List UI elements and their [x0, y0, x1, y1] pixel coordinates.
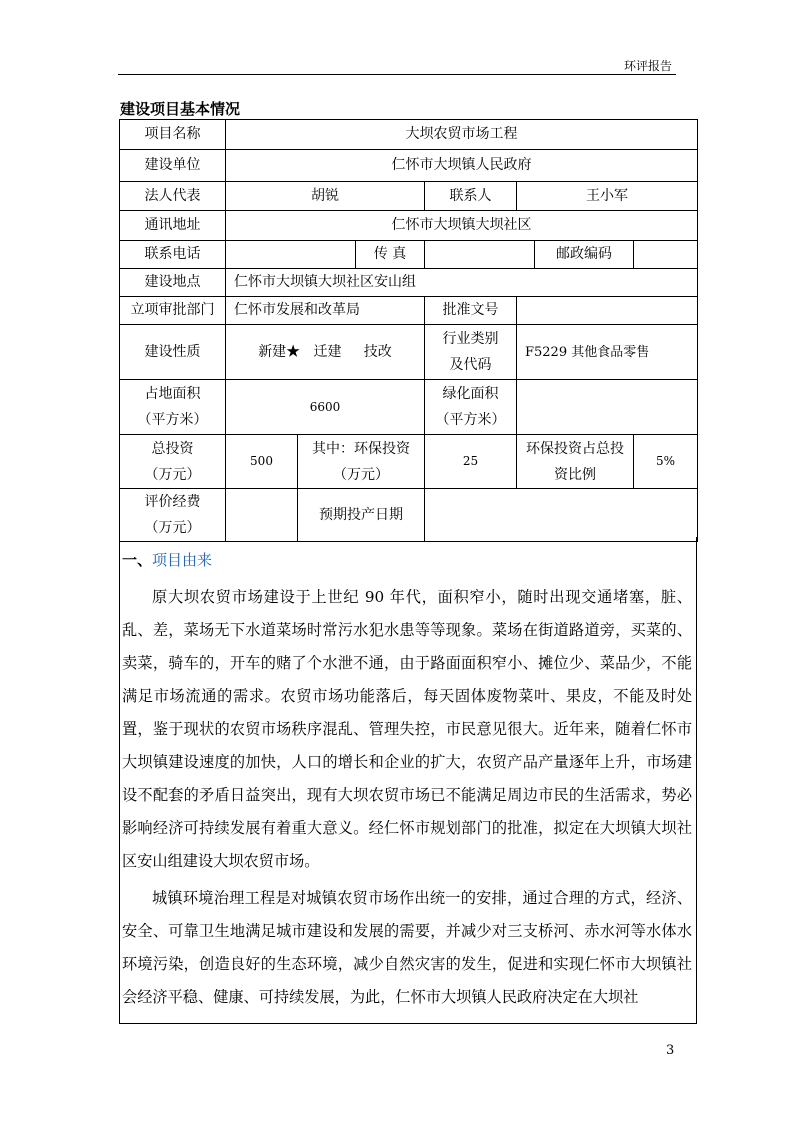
page-number: 3 [666, 1043, 675, 1058]
label-line: 资比例 [554, 466, 596, 483]
cell-value: 500 [226, 435, 298, 489]
cell-value: 仁怀市大坝镇大坝社区安山组 [226, 269, 698, 297]
cell-value [425, 489, 698, 542]
label-line: （万元） [144, 520, 201, 536]
label-line: 占地面积 [144, 386, 201, 402]
cell-value: F5229 其他食品零售 [517, 325, 698, 380]
header-label: 环评报告 [623, 59, 672, 73]
cell-label [425, 325, 517, 380]
label-line: （万元） [333, 466, 389, 483]
table-row [120, 211, 698, 241]
section-number: 一、 [122, 551, 153, 569]
table-row [120, 435, 698, 489]
cell-value: 仁怀市发展和改革局 [226, 297, 425, 325]
cell-value [226, 241, 356, 269]
table-row [120, 269, 698, 297]
cell-label [425, 380, 517, 435]
paragraph: 城镇环境治理工程是对城镇农贸市场作出统一的安排，通过合理的方式，经济、安全、可靠卫生地满足城市建设和发展的需要，并减少对三支桥河、赤水河等水体水环境污染，创造良好的生态环境，减少自然灾害的发生，促进和实现仁怀市大坝镇社会经济平稳、健康、可持续发展，为此，仁怀市大坝镇人民政府决定在大坝社 [122, 889, 692, 1006]
cell-label [120, 489, 226, 542]
paragraph: 原大坝农贸市场建设于上世纪 90 年代，面积窄小，随时出现交通堵塞，脏、乱、差，菜场无下水道菜场时常污水犯水患等等现象。菜场在街道路道旁，买菜的、卖菜，骑车的，开车的赌了个水泄不通，由于路面面积窄小、摊位少、菜品少，不能满足市场流通的需求。农贸市场功能落后，每天固体废物菜叶、果皮，不能及时处置，鉴于现状的农贸市场秩序混乱、管理失控，市民意见很大。近年来，随着仁怀市大坝镇建设速度的加快，人口的增长和企业的扩大，农贸产品产量逐年上升，市场建设不配套的矛盾日益突出，现有大坝农贸市场已不能满足周边市民的生活需求，势必影响经济可持续发展有着重大意义。经仁怀市规划部门的批准，拟定在大坝镇大坝社区安山组建设大坝农贸市场。 [122, 588, 692, 870]
label-line: 行业类别 [442, 331, 499, 347]
cell-value: 25 [425, 435, 517, 489]
label-line: （平方米） [137, 412, 208, 428]
cell-label [120, 380, 226, 435]
cell-label [298, 435, 425, 489]
label-line: 绿化面积 [442, 386, 499, 402]
cell-label: 建设单位 [120, 150, 226, 182]
section-title: 建设项目基本情况 [120, 100, 241, 118]
label-line: 评价经费 [144, 494, 201, 510]
cell-value: 新建★ 迁建 技改 [226, 325, 425, 380]
cell-value: 5% [634, 435, 698, 489]
label-line: 其中：环保投资 [312, 440, 410, 457]
cell-value: 6600 [226, 380, 425, 435]
cell-label: 传 真 [356, 241, 425, 269]
label-line: （平方米） [435, 412, 506, 428]
cell-label: 预期投产日期 [298, 489, 425, 542]
cell-value [226, 489, 298, 542]
label-line: （万元） [144, 466, 201, 483]
page-header [118, 50, 676, 75]
cell-label: 通讯地址 [120, 211, 226, 241]
cell-value: 仁怀市大坝镇大坝社区 [226, 211, 698, 241]
cell-label [517, 435, 634, 489]
label-line: 总投资 [151, 440, 194, 457]
cell-value: 王小军 [517, 182, 698, 211]
table-row [120, 380, 698, 435]
label-line: 及代码 [449, 357, 492, 373]
cell-label: 项目名称 [120, 120, 226, 150]
cell-label [120, 435, 226, 489]
cell-value: 仁怀市大坝镇人民政府 [226, 150, 698, 182]
cell-label: 建设地点 [120, 269, 226, 297]
label-line: 环保投资占总投 [526, 440, 624, 457]
cell-value [517, 380, 698, 435]
cell-label: 邮政编码 [535, 241, 634, 269]
cell-label: 立项审批部门 [120, 297, 226, 325]
cell-value [517, 297, 698, 325]
section-heading [122, 549, 212, 570]
cell-label: 联系电话 [120, 241, 226, 269]
project-info-table [119, 119, 698, 542]
cell-label: 联系人 [425, 182, 517, 211]
cell-label: 法人代表 [120, 182, 226, 211]
cell-label: 批准文号 [425, 297, 517, 325]
section-heading-text: 项目由来 [152, 551, 213, 569]
table-row [120, 241, 698, 269]
table-row [120, 297, 698, 325]
cell-value: 大坝农贸市场工程 [226, 120, 698, 150]
table-row [120, 120, 698, 150]
cell-label: 建设性质 [120, 325, 226, 380]
table-row [120, 150, 698, 182]
table-row [120, 489, 698, 542]
cell-value: 胡锐 [226, 182, 425, 211]
cell-value [425, 241, 535, 269]
table-row [120, 325, 698, 380]
cell-value [634, 241, 698, 269]
table-row [120, 182, 698, 211]
project-origin-section [119, 537, 697, 1024]
